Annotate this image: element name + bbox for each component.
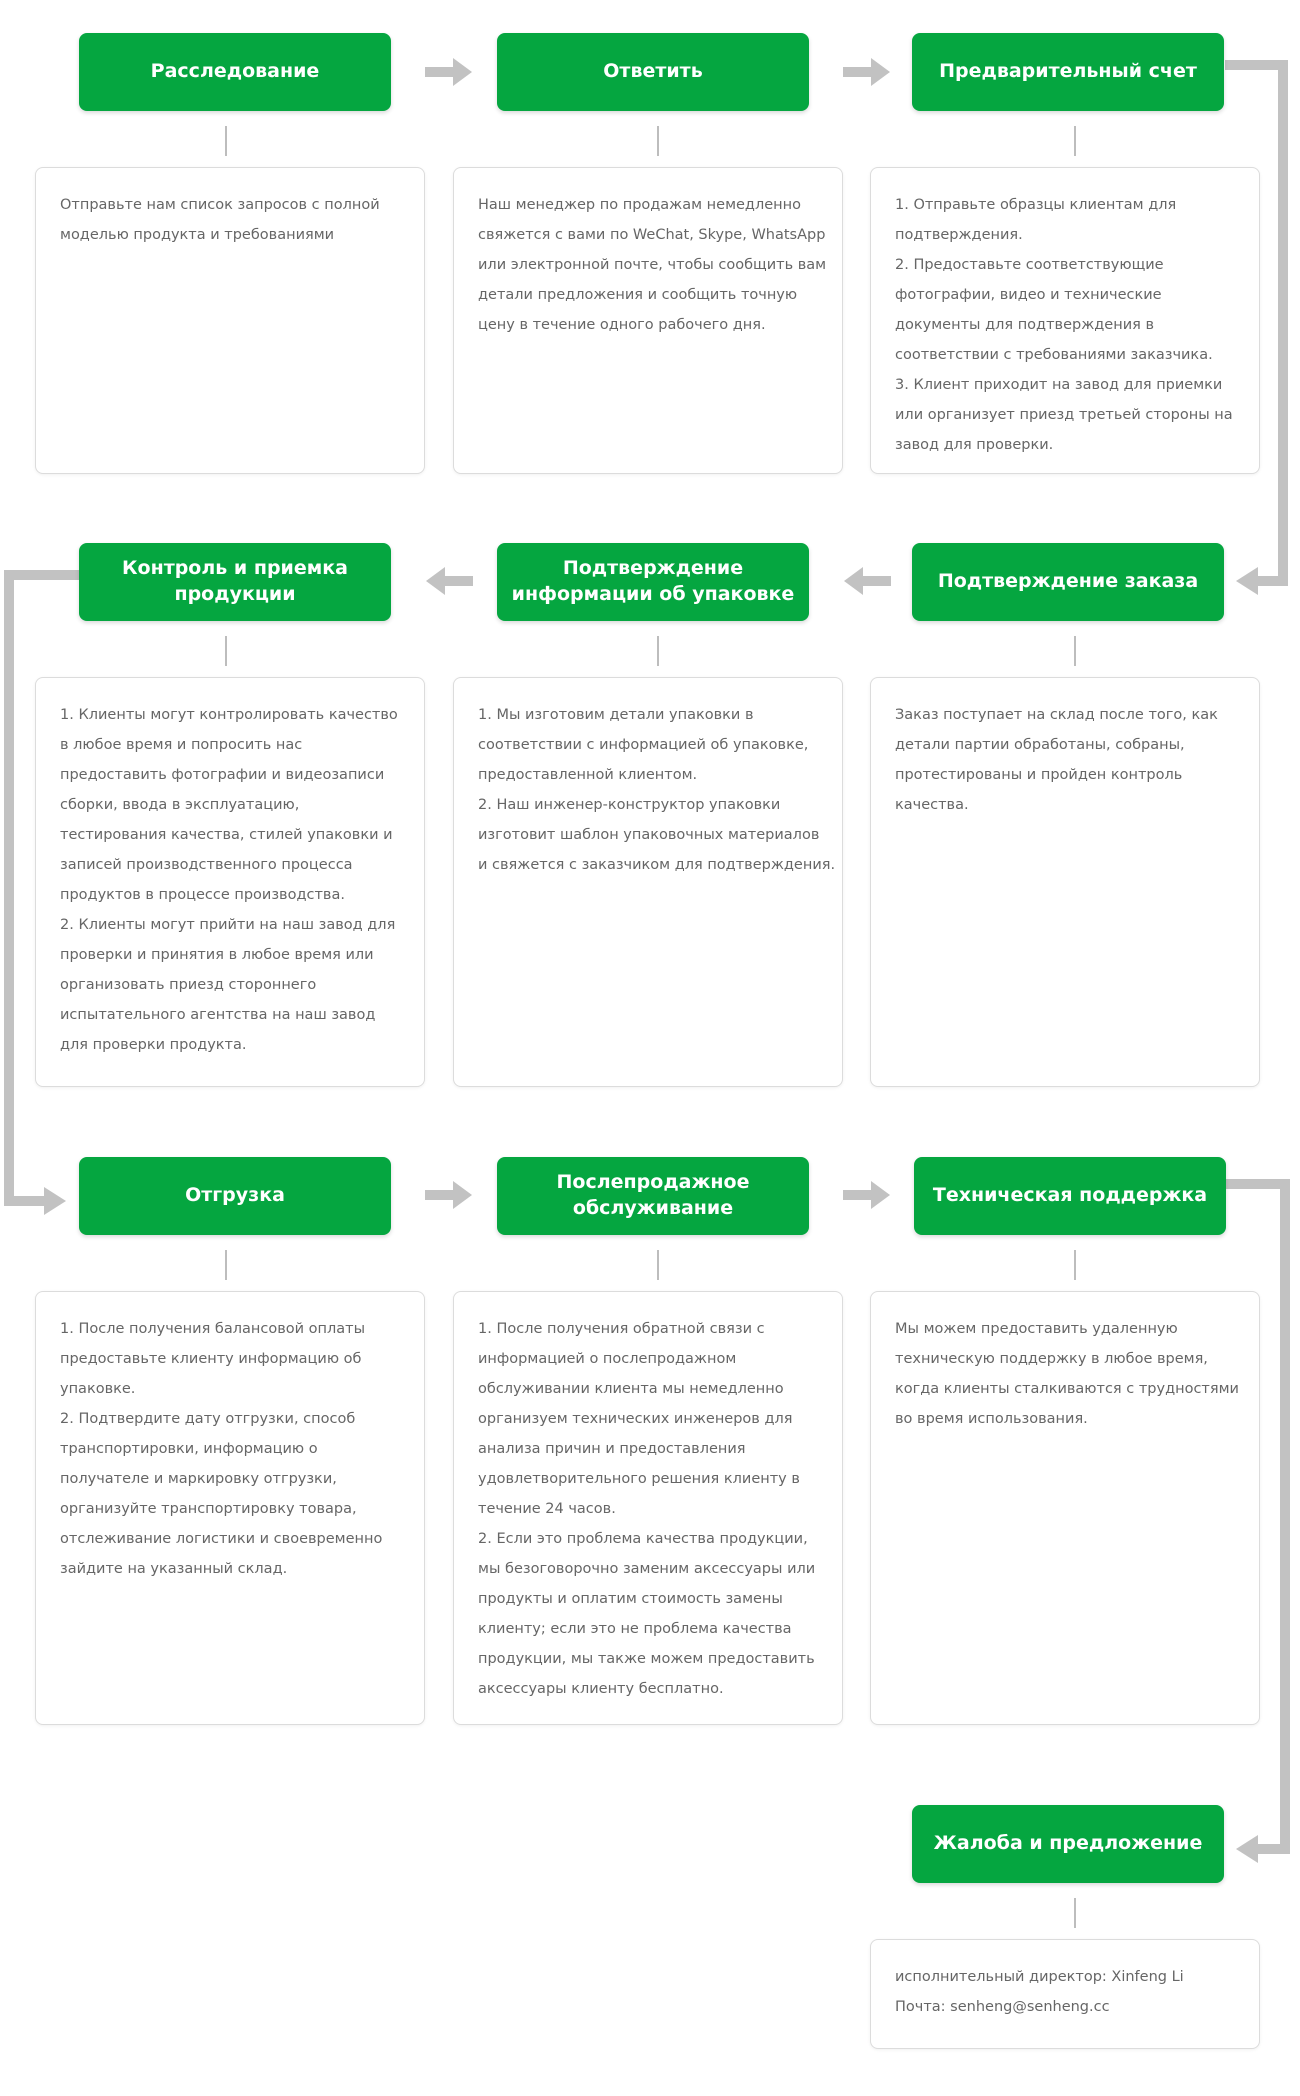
card-text-line: испытательного агентства на наш завод bbox=[60, 1007, 376, 1023]
card-text-line: клиенту; если это не проблема качества bbox=[478, 1621, 792, 1637]
card-text-line: техническую поддержку в любое время, bbox=[895, 1351, 1208, 1367]
card-text-line: продукции, мы также можем предоставить bbox=[478, 1651, 815, 1667]
step-complaint-button[interactable] bbox=[912, 1805, 1224, 1883]
card-text-line: получателе и маркировку отгрузки, bbox=[60, 1471, 337, 1487]
card-text-line: или электронной почте, чтобы сообщить вам bbox=[478, 257, 827, 273]
card-text-line: 3. Клиент приходит на завод для приемки bbox=[895, 377, 1223, 393]
step-proforma-invoice-card bbox=[870, 167, 1260, 474]
card-text-line: проверки и принятия в любое время или bbox=[60, 947, 374, 963]
card-text-line: для проверки продукта. bbox=[60, 1037, 247, 1053]
step-connector bbox=[225, 1250, 227, 1280]
step-reply-button[interactable] bbox=[497, 33, 809, 111]
step-connector bbox=[657, 1250, 659, 1280]
step-after-sales-button[interactable] bbox=[497, 1157, 809, 1235]
step-quality-control-button[interactable] bbox=[79, 543, 391, 621]
card-text-line: завод для проверки. bbox=[895, 437, 1054, 453]
card-text-line: Отправьте нам список запросов с полной bbox=[60, 197, 380, 213]
card-text-line: и свяжется с заказчиком для подтверждения. bbox=[478, 857, 836, 873]
card-text-line: 1. После получения балансовой оплаты bbox=[60, 1321, 366, 1337]
arrow-right-icon bbox=[843, 58, 890, 86]
step-title: Ответить bbox=[603, 60, 703, 83]
card-text-line: 1. Клиенты могут контролировать качество bbox=[60, 707, 398, 723]
card-text-line: продуктов в процессе производства. bbox=[60, 887, 345, 903]
arrow-right-icon bbox=[425, 58, 472, 86]
card-text-line: свяжется с вами по WeChat, Skype, WhatsApp bbox=[478, 227, 826, 243]
step-connector bbox=[657, 126, 659, 156]
card-text-line: подтверждения. bbox=[895, 227, 1023, 243]
card-text-line: соответствии с требованиями заказчика. bbox=[895, 347, 1213, 363]
step-investigation-card bbox=[35, 167, 425, 474]
step-proforma-invoice-button[interactable] bbox=[912, 33, 1224, 111]
card-text-line: 2. Наш инженер-конструктор упаковки bbox=[478, 797, 781, 813]
step-connector bbox=[657, 636, 659, 666]
step-connector bbox=[1074, 1250, 1076, 1280]
card-text-line: во время использования. bbox=[895, 1411, 1088, 1427]
card-text-line: организовать приезд стороннего bbox=[60, 977, 317, 993]
card-text-line: упаковке. bbox=[60, 1381, 136, 1397]
step-title: Расследование bbox=[150, 60, 320, 83]
card-text-line: 2. Предоставьте соответствующие bbox=[895, 257, 1164, 273]
director-contact: исполнительный директор: Xinfeng Li bbox=[895, 1969, 1184, 1985]
step-connector bbox=[1074, 1898, 1076, 1928]
arrow-right-icon bbox=[425, 1181, 472, 1209]
card-text-line: когда клиенты сталкиваются с трудностями bbox=[895, 1381, 1239, 1397]
step-title: Техническая поддержка bbox=[932, 1184, 1208, 1207]
card-text-line: или организует приезд третьей стороны на bbox=[895, 407, 1233, 423]
card-text-line: 2. Клиенты могут прийти на наш завод для bbox=[60, 917, 396, 933]
card-text-line: предоставленной клиентом. bbox=[478, 767, 698, 783]
step-reply-card bbox=[453, 167, 843, 474]
card-text-line: качества. bbox=[895, 797, 969, 813]
card-text-line: 2. Подтвердите дату отгрузки, способ bbox=[60, 1411, 356, 1427]
step-shipment-button[interactable] bbox=[79, 1157, 391, 1235]
step-title: Послепродажное обслуживание bbox=[556, 1171, 750, 1219]
card-text-line: предоставить фотографии и видеозаписи bbox=[60, 767, 385, 783]
step-shipment-card bbox=[35, 1291, 425, 1725]
step-connector bbox=[225, 126, 227, 156]
step-title: Жалоба и предложение bbox=[933, 1832, 1203, 1855]
card-text-line: детали предложения и сообщить точную bbox=[478, 287, 798, 303]
card-text-line: фотографии, видео и технические bbox=[895, 287, 1162, 303]
card-text-line: предоставьте клиенту информацию об bbox=[60, 1351, 362, 1367]
step-title: Отгрузка bbox=[185, 1184, 285, 1207]
card-text-line: Наш менеджер по продажам немедленно bbox=[478, 197, 801, 213]
card-text-line: 1. После получения обратной связи с bbox=[478, 1321, 765, 1337]
card-text-line: детали партии обработаны, собраны, bbox=[895, 737, 1185, 753]
card-text-line: соответствии с информацией об упаковке, bbox=[478, 737, 809, 753]
card-text-line: отслеживание логистики и своевременно bbox=[60, 1531, 383, 1547]
card-text-line: 1. Мы изготовим детали упаковки в bbox=[478, 707, 754, 723]
email-contact[interactable]: Почта: senheng@senheng.cc bbox=[895, 1999, 1110, 2015]
step-investigation-button[interactable] bbox=[79, 33, 391, 111]
step-packaging-info-card bbox=[453, 677, 843, 1087]
step-title: Предварительный счет bbox=[939, 60, 1197, 83]
card-text-line: удовлетворительного решения клиенту в bbox=[478, 1471, 800, 1487]
step-quality-control-card bbox=[35, 677, 425, 1087]
card-text-line: записей производственного процесса bbox=[60, 857, 353, 873]
card-text-line: 1. Отправьте образцы клиентам для bbox=[895, 197, 1177, 213]
card-text-line: документы для подтверждения в bbox=[895, 317, 1154, 333]
step-tech-support-button[interactable] bbox=[914, 1157, 1226, 1235]
arrow-left-icon bbox=[844, 567, 891, 595]
card-text-line: Заказ поступает на склад после того, как bbox=[895, 707, 1218, 723]
step-title: Контроль и приемка продукции bbox=[121, 557, 349, 605]
step-title: Подтверждение информации об упаковке bbox=[511, 557, 795, 605]
arrow-right-icon bbox=[843, 1181, 890, 1209]
card-text-line: сборки, ввода в эксплуатацию, bbox=[60, 797, 300, 813]
step-after-sales-card bbox=[453, 1291, 843, 1725]
step-order-confirmation-card bbox=[870, 677, 1260, 1087]
card-text-line: моделью продукта и требованиями bbox=[60, 227, 335, 243]
card-text-line: продукты и оплатим стоимость замены bbox=[478, 1591, 783, 1607]
card-text-line: организуем технических инженеров для bbox=[478, 1411, 793, 1427]
card-text-line: мы безоговорочно заменим аксессуары или bbox=[478, 1561, 816, 1577]
step-connector bbox=[1074, 126, 1076, 156]
card-text-line: протестированы и пройден контроль bbox=[895, 767, 1183, 783]
card-text-line: организуйте транспортировку товара, bbox=[60, 1501, 357, 1517]
card-text-line: цену в течение одного рабочего дня. bbox=[478, 317, 766, 333]
card-text-line: аксессуары клиенту бесплатно. bbox=[478, 1681, 724, 1697]
card-text-line: обслуживании клиента мы немедленно bbox=[478, 1381, 784, 1397]
card-text-line: изготовит шаблон упаковочных материалов bbox=[478, 827, 820, 843]
step-title: Подтверждение заказа bbox=[937, 570, 1199, 593]
card-text-line: зайдите на указанный склад. bbox=[60, 1561, 288, 1577]
step-complaint-card bbox=[870, 1939, 1260, 2049]
step-connector bbox=[225, 636, 227, 666]
step-order-confirmation-button[interactable] bbox=[912, 543, 1224, 621]
card-text-line: тестирования качества, стилей упаковки и bbox=[60, 827, 393, 843]
arrow-left-icon bbox=[426, 567, 473, 595]
card-text-line: анализа причин и предоставления bbox=[478, 1441, 746, 1457]
card-text-line: в любое время и попросить нас bbox=[60, 737, 303, 753]
card-text-line: течение 24 часов. bbox=[478, 1501, 616, 1517]
card-text-line: информацией о послепродажном bbox=[478, 1351, 737, 1367]
step-packaging-info-button[interactable] bbox=[497, 543, 809, 621]
card-text-line: 2. Если это проблема качества продукции, bbox=[478, 1531, 808, 1547]
step-tech-support-card bbox=[870, 1291, 1260, 1725]
step-connector bbox=[1074, 636, 1076, 666]
card-text-line: транспортировки, информацию о bbox=[60, 1441, 318, 1457]
card-text-line: Мы можем предоставить удаленную bbox=[895, 1321, 1178, 1337]
